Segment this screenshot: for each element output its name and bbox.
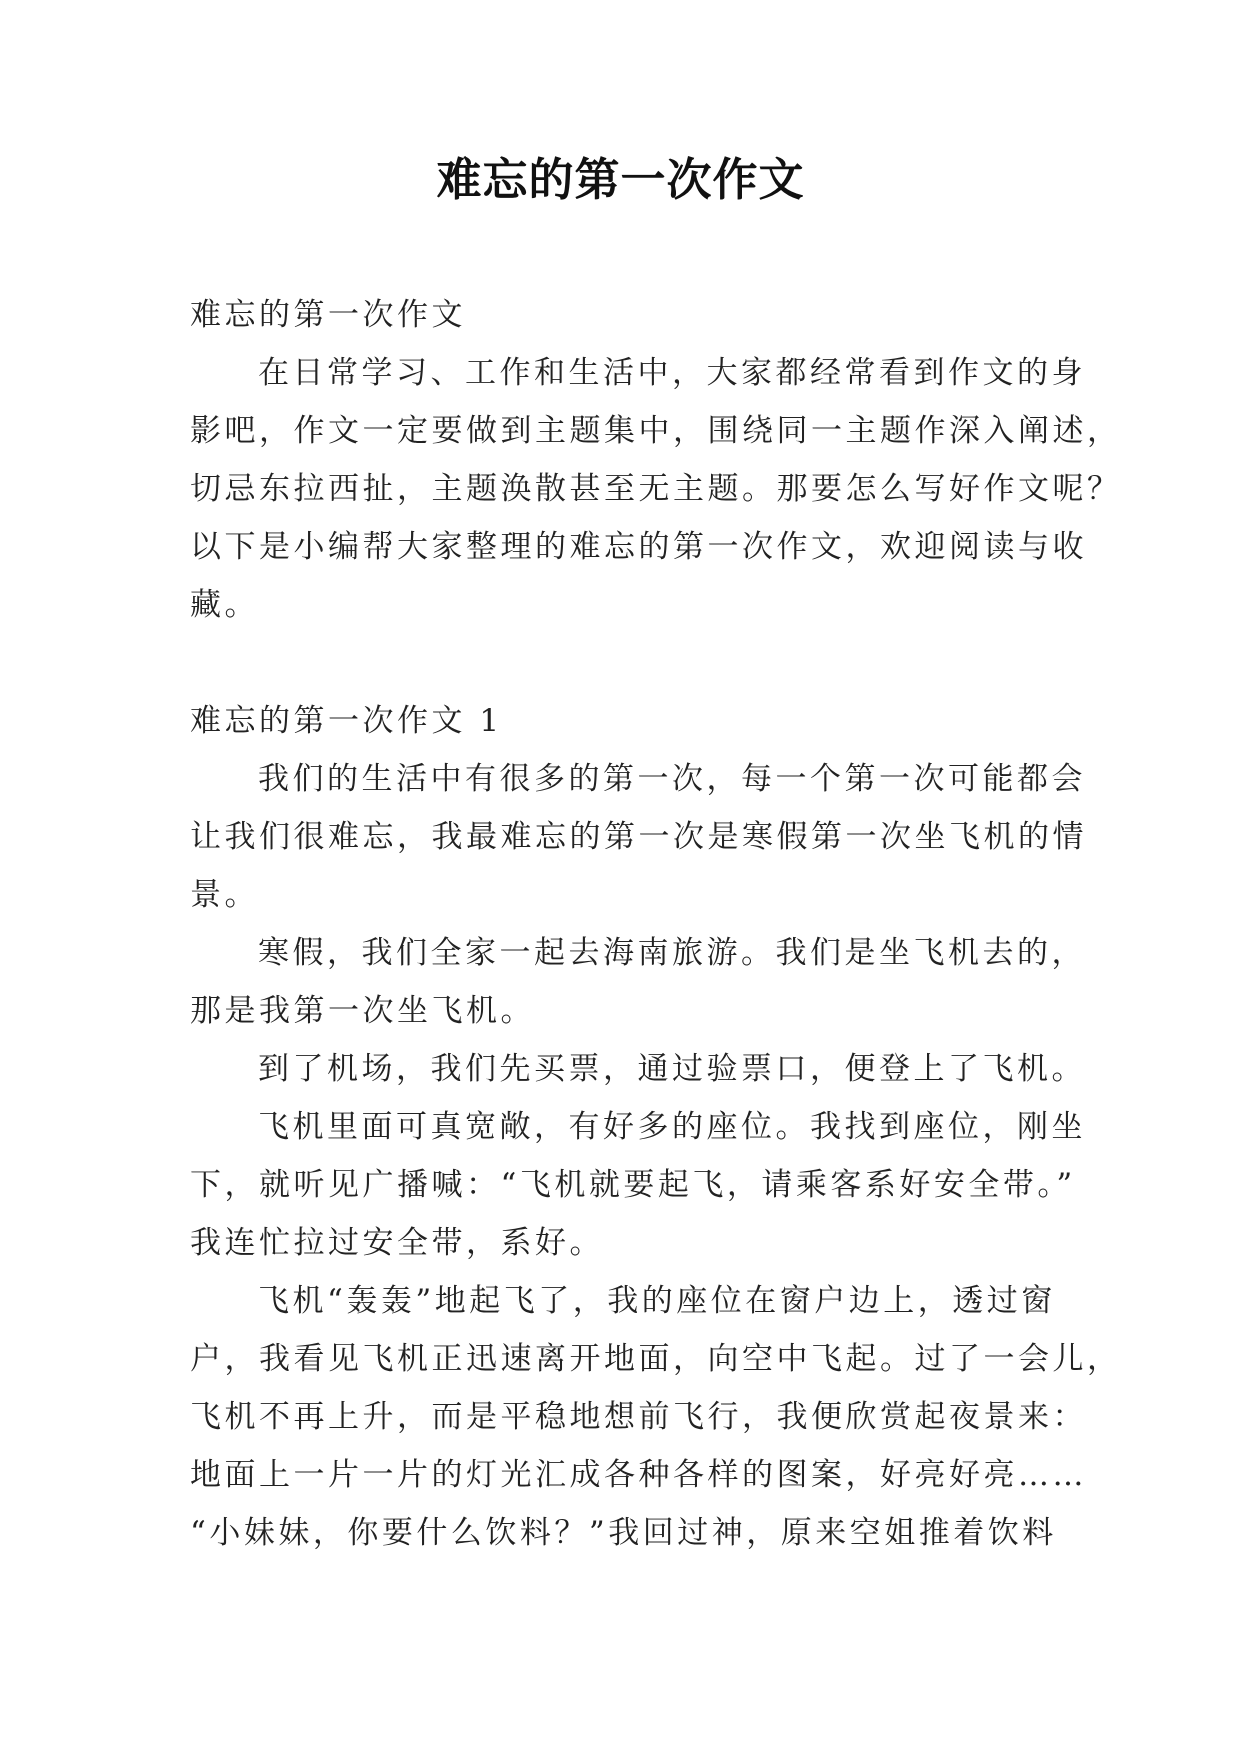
section-heading-essay-1: 难忘的第一次作文 1 — [190, 703, 503, 739]
paragraph-line: 藏。 — [190, 587, 259, 623]
paragraph-line: 景。 — [190, 877, 259, 913]
paragraph-gap — [190, 634, 1060, 692]
paragraph-line: 那是我第一次坐飞机。 — [190, 993, 535, 1029]
paragraph-line: 飞机里面可真宽敞，有好多的座位。我找到座位，刚坐 — [258, 1109, 1086, 1145]
paragraph-line: 在日常学习、工作和生活中，大家都经常看到作文的身 — [258, 355, 1086, 391]
paragraph-line: 飞机不再上升，而是平稳地想前飞行，我便欣赏起夜景来： — [190, 1399, 1087, 1435]
paragraph-line: 下，就听见广播喊：“飞机就要起飞，请乘客系好安全带。” — [190, 1167, 1076, 1203]
paragraph-line: 地面上一片一片的灯光汇成各种各样的图案，好亮好亮…… — [190, 1457, 1087, 1493]
paragraph-line: 寒假，我们全家一起去海南旅游。我们是坐飞机去的， — [258, 935, 1086, 971]
paragraph-line: 飞机“轰轰”地起飞了，我的座位在窗户边上，透过窗 — [258, 1283, 1056, 1319]
paragraph-line: 到了机场，我们先买票，通过验票口，便登上了飞机。 — [258, 1051, 1086, 1087]
document-body — [190, 286, 1122, 1562]
paragraph-line: 影吧，作文一定要做到主题集中，围绕同一主题作深入阐述， — [190, 413, 1122, 449]
paragraph-line: 以下是小编帮大家整理的难忘的第一次作文，欢迎阅读与收 — [190, 529, 1087, 565]
paragraph-line: 让我们很难忘，我最难忘的第一次是寒假第一次坐飞机的情 — [190, 819, 1087, 855]
paragraph-line: 切忌东拉西扯，主题涣散甚至无主题。那要怎么写好作文呢？ — [190, 471, 1122, 507]
section-heading-intro: 难忘的第一次作文 — [190, 297, 466, 333]
paragraph-line: 户，我看见飞机正迅速离开地面，向空中飞起。过了一会儿， — [190, 1341, 1122, 1377]
paragraph-line: “小妹妹，你要什么饮料？”我回过神，原来空姐推着饮料 — [190, 1515, 1057, 1551]
paragraph-line: 我们的生活中有很多的第一次，每一个第一次可能都会 — [258, 761, 1086, 797]
paragraph-line: 我连忙拉过安全带，系好。 — [190, 1225, 604, 1261]
document-title: 难忘的第一次作文 — [436, 153, 805, 206]
